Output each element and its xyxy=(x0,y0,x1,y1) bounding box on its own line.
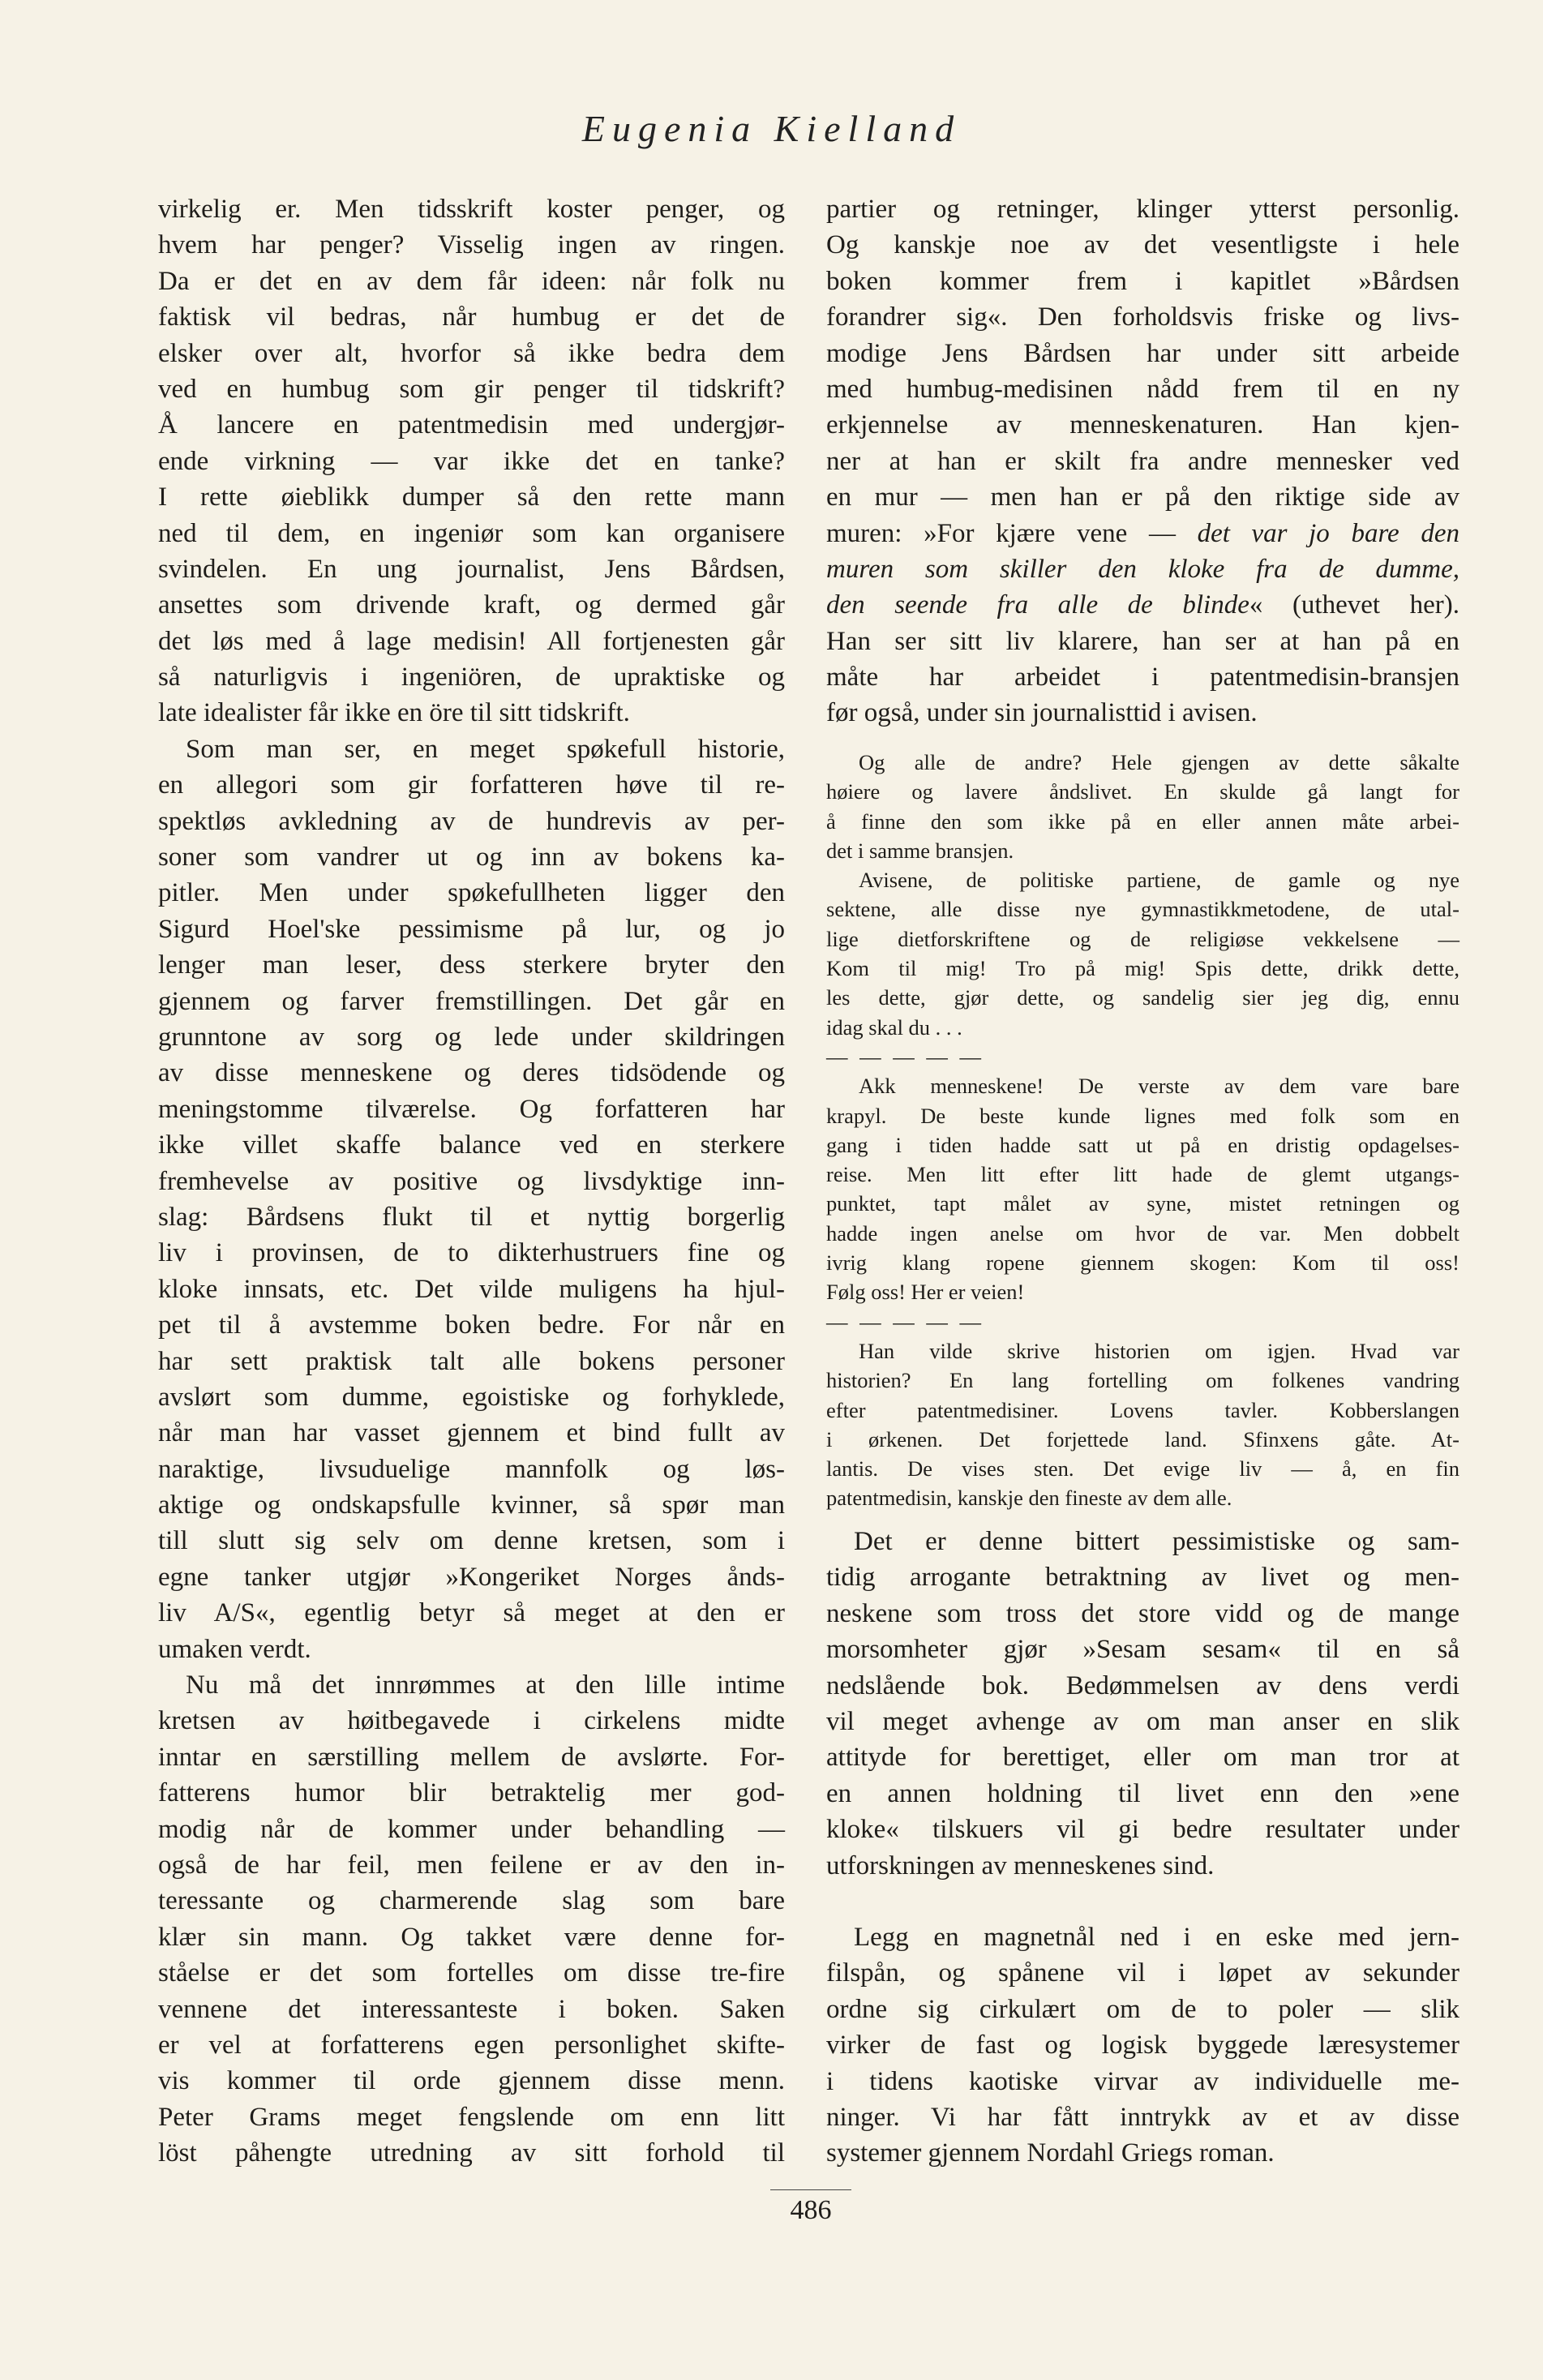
text-line: boken kommer frem i kapitlet »Bårdsen xyxy=(826,266,1459,296)
text-line: liv i provinsen, de to dikterhustruers fine og xyxy=(158,1238,785,1268)
text-line: patentmedisin, kanskje den fineste av dem alle. xyxy=(826,1486,1232,1511)
text-line: har sett praktisk talt alle bokens personer xyxy=(158,1346,785,1376)
text-line: kloke« tilskuers vil gi bedre resultater under xyxy=(826,1815,1459,1845)
text-line: i ørkenen. Det forjettede land. Sfinxens gåte. At- xyxy=(826,1426,1459,1452)
text-line: Da er det en av dem får ideen: når folk nu xyxy=(158,266,785,296)
text-line: Nu må det innrømmes at den lille intime xyxy=(186,1670,785,1700)
text-line: fatterens humor blir betraktelig mer god- xyxy=(158,1778,785,1808)
text-line: filspån, og spånene vil i løpet av sekunder xyxy=(826,1958,1459,1988)
text-line: hvem har penger? Visselig ingen av ringen. xyxy=(158,230,785,260)
paragraph xyxy=(158,191,785,731)
text-line: ståelse er det som fortelles om disse tre-fire xyxy=(158,1958,785,1988)
text-line: med humbug-medisinen nådd frem til en ny xyxy=(826,374,1459,404)
text-line: reise. Men litt efter litt hade de glemt utgangs- xyxy=(826,1162,1459,1187)
text-line: attityde for berettiget, eller om man tror at xyxy=(826,1743,1459,1773)
text-line: meningstomme tilværelse. Og forfatteren har xyxy=(158,1094,785,1124)
text-line: Som man ser, en meget spøkefull historie, xyxy=(186,734,785,764)
text-line: vil meget avhenge av om man anser en slik xyxy=(826,1706,1459,1736)
text-line: Kom til mig! Tro på mig! Spis dette, drikk dette, xyxy=(826,956,1459,981)
text-line: er vel at forfatterens egen personlighet skifte- xyxy=(158,2030,785,2060)
text-line: ende virkning — var ikke det en tanke? xyxy=(158,446,785,476)
text-line: kretsen av høitbegavede i cirkelens midte xyxy=(158,1706,785,1736)
text-line: gang i tiden hadde satt ut på en dristig opdagelses- xyxy=(826,1132,1459,1157)
text-line: elsker over alt, hvorfor så ikke bedra dem xyxy=(158,338,785,368)
text-line: late idealister får ikke en öre til sitt tidskrift. xyxy=(158,698,630,728)
text-line: hadde ingen anelse om hvor de var. Men dobbelt xyxy=(826,1220,1459,1246)
right-column-quotation xyxy=(826,748,1459,1513)
text-line: krapyl. De beste kunde lignes med folk som en xyxy=(826,1103,1459,1128)
paragraph xyxy=(826,1336,1459,1513)
text-line: måte har arbeidet i patentmedisin-bransjen xyxy=(826,663,1459,693)
right-column-closing-paragraph xyxy=(826,1919,1459,2172)
text-line: en allegori som gir forfatteren høve til re- xyxy=(158,770,785,800)
text-line: en mur — men han er på den riktige side av xyxy=(826,482,1459,512)
text-span: muren: »For kjære vene — xyxy=(826,518,1198,548)
text-line: soner som vandrer ut og inn av bokens ka- xyxy=(158,843,785,873)
text-line: Avisene, de politiske partiene, de gamle og nye xyxy=(859,868,1459,893)
text-line: Legg en magnetnål ned i en eske med jern- xyxy=(854,1923,1459,1952)
text-line: når man har vasset gjennem et bind fullt av xyxy=(158,1418,785,1448)
text-line: vennene det interessanteste i boken. Saken xyxy=(158,1994,785,2024)
text-line: i tidens kaotiske virvar av individuelle me- xyxy=(826,2066,1459,2096)
text-line: aktige og ondskapsfulle kvinner, så spør man xyxy=(158,1490,785,1520)
text-line: å finne den som ikke på en eller annen måte arbei- xyxy=(826,808,1459,834)
paragraph xyxy=(826,1919,1459,2172)
text-line: sektene, alle disse nye gymnastikkmetodene, de utal- xyxy=(826,897,1459,922)
text-line: nedslående bok. Bedømmelsen av dens verdi xyxy=(826,1670,1459,1700)
paragraph xyxy=(826,1071,1459,1306)
text-line: Han vilde skrive historien om igjen. Hvad var xyxy=(859,1338,1459,1363)
text-line: lige dietforskriftene og de religiøse vekkelsene — xyxy=(826,926,1459,951)
emphasized-text: det var jo bare den xyxy=(1197,518,1459,548)
right-column-top xyxy=(826,191,1459,731)
text-line: Følg oss! Her er veien! xyxy=(826,1280,1025,1305)
text-line: så naturligvis i ingeniören, de upraktiske og xyxy=(158,663,785,693)
text-line: modig når de kommer under behandling — xyxy=(158,1814,785,1844)
right-column-paragraph xyxy=(826,1524,1459,1884)
text-line: Og alle de andre? Hele gjengen av dette såkalte xyxy=(859,750,1459,774)
text-line: slag: Bårdsens flukt til et nyttig borgerlig xyxy=(158,1202,785,1232)
text-line: ansettes som drivende kraft, og dermed går xyxy=(158,590,785,620)
text-line: till slutt sig selv om denne kretsen, som i xyxy=(158,1526,785,1556)
text-line: det i samme bransjen. xyxy=(826,838,1014,863)
text-line: morsomheter gjør »Sesam sesam« til en så xyxy=(826,1635,1459,1665)
text-line: svindelen. En ung journalist, Jens Bårdsen, xyxy=(158,554,785,584)
text-line: I rette øieblikk dumper så den rette mann xyxy=(158,482,785,512)
paragraph xyxy=(826,865,1459,1042)
text-line: punktet, tapt målet av syne, mistet retningen og xyxy=(826,1191,1459,1216)
text-line: forandrer sig«. Den forholdsvis friske og livs- xyxy=(826,302,1459,332)
text-span: « (uthevet her). xyxy=(1249,590,1459,620)
text-line: neskene som tross det store vidd og de mange xyxy=(826,1598,1459,1628)
text-line: Akk menneskene! De verste av dem vare bare xyxy=(859,1074,1459,1099)
text-line: Og kanskje noe av det vesentligste i hele xyxy=(826,230,1459,260)
text-line: lenger man leser, dess sterkere bryter den xyxy=(158,950,785,980)
left-column xyxy=(158,191,785,2171)
text-line: virker de fast og logisk byggede læresystemer xyxy=(826,2031,1459,2061)
text-line: Å lancere en patentmedisin med undergjør- xyxy=(158,410,785,440)
text-line: egne tanker utgjør »Kongeriket Norges ånds- xyxy=(158,1562,785,1592)
paragraph xyxy=(826,748,1459,865)
text-line: ned til dem, en ingeniør som kan organisere xyxy=(158,518,785,548)
text-line: Det er denne bittert pessimistiske og sam- xyxy=(854,1527,1459,1556)
text-line: ninger. Vi har fått inntrykk av et av disse xyxy=(826,2102,1459,2132)
text-line: ner at han er skilt fra andre mennesker ved xyxy=(826,446,1459,476)
emphasized-text: den seende fra alle de blinde xyxy=(826,590,1249,620)
section-divider xyxy=(826,1307,1459,1336)
text-line: ivrig klang ropene giennem skogen: Kom til oss! xyxy=(826,1250,1459,1276)
text-line: — — — — — xyxy=(826,1044,984,1069)
text-line: lantis. De vises sten. Det evige liv — å, en fin xyxy=(826,1456,1459,1482)
paragraph xyxy=(826,191,1459,731)
text-line: pitler. Men under spøkefullheten ligger den xyxy=(158,878,785,908)
text-line xyxy=(826,516,1459,551)
text-line: før også, under sin journalisttid i avisen. xyxy=(826,698,1258,728)
text-line: löst påhengte utredning av sitt forhold til xyxy=(158,2138,785,2168)
text-line: fremhevelse av positive og livsdyktige inn- xyxy=(158,1166,785,1196)
text-line: klær sin mann. Og takket være denne for- xyxy=(158,1922,785,1952)
text-line: det løs med å lage medisin! All fortjenesten går xyxy=(158,626,785,656)
text-line: ikke villet skaffe balance ved en sterkere xyxy=(158,1130,785,1160)
text-line: av disse menneskene og deres tidsödende og xyxy=(158,1058,785,1088)
text-line: grunntone av sorg og lede under skildringen xyxy=(158,1022,785,1052)
text-line: spektløs avkledning av de hundrevis av per- xyxy=(158,806,785,836)
text-line: — — — — — xyxy=(826,1309,984,1334)
text-line xyxy=(826,551,1459,587)
text-line: ordne sig cirkulært om de to poler — slik xyxy=(826,1994,1459,2024)
text-line: også de har feil, men feilene er av den in- xyxy=(158,1850,785,1880)
text-line: Han ser sitt liv klarere, han ser at han på en xyxy=(826,626,1459,656)
text-line: pet til å avstemme boken bedre. For når en xyxy=(158,1310,785,1340)
text-line: les dette, gjør dette, og sandelig sier jeg dig, ennu xyxy=(826,985,1459,1010)
section-divider xyxy=(826,1042,1459,1071)
text-line: erkjennelse av menneskenaturen. Han kjen- xyxy=(826,410,1459,440)
text-line: tidig arrogante betraktning av livet og men- xyxy=(826,1563,1459,1593)
text-line: virkelig er. Men tidsskrift koster penger, og xyxy=(158,195,785,224)
emphasized-text: muren som skiller den kloke fra de dumme, xyxy=(826,554,1459,584)
text-line: systemer gjennem Nordahl Griegs roman. xyxy=(826,2138,1275,2168)
text-line: kloke innsats, etc. Det vilde muligens ha hjul- xyxy=(158,1274,785,1304)
text-line: historien? En lang fortelling om folkenes vandring xyxy=(826,1368,1459,1393)
paragraph xyxy=(158,1667,785,2171)
text-line: idag skal du . . . xyxy=(826,1014,962,1040)
running-header-author: Eugenia Kielland xyxy=(581,108,962,149)
text-line: modige Jens Bårdsen har under sitt arbeide xyxy=(826,338,1459,368)
text-line: naraktige, livsuduelige mannfolk og løs- xyxy=(158,1454,785,1484)
text-line: teressante og charmerende slag som bare xyxy=(158,1886,785,1916)
text-line: høiere og lavere åndslivet. En skulde gå langt for xyxy=(826,779,1459,804)
text-line xyxy=(826,587,1459,623)
paragraph xyxy=(158,731,785,1667)
text-line: avslørt som dumme, egoistiske og forhyklede, xyxy=(158,1382,785,1412)
text-line: inntar en særstilling mellem de avslørte. For- xyxy=(158,1742,785,1772)
text-line: gjennem og farver fremstillingen. Det går en xyxy=(158,986,785,1016)
text-line: utforskningen av menneskenes sind. xyxy=(826,1850,1215,1880)
page-number: 486 xyxy=(770,2189,851,2226)
text-line: faktisk vil bedras, når humbug er det de xyxy=(158,302,785,332)
text-line: ved en humbug som gir penger til tidskrift? xyxy=(158,374,785,404)
text-line: Peter Grams meget fengslende om enn litt xyxy=(158,2102,785,2132)
paragraph xyxy=(826,1524,1459,1884)
text-line: liv A/S«, egentlig betyr så meget at den er xyxy=(158,1598,785,1628)
text-line: partier og retninger, klinger ytterst personlig. xyxy=(826,195,1459,224)
text-line: umaken verdt. xyxy=(158,1634,311,1664)
text-line: efter patentmedisiner. Lovens tavler. Kobberslangen xyxy=(826,1397,1459,1422)
text-line: vis kommer til orde gjennem disse menn. xyxy=(158,2066,785,2096)
text-line: en annen holdning til livet enn den »ene xyxy=(826,1778,1459,1808)
text-line: Sigurd Hoel'ske pessimisme på lur, og jo xyxy=(158,914,785,944)
